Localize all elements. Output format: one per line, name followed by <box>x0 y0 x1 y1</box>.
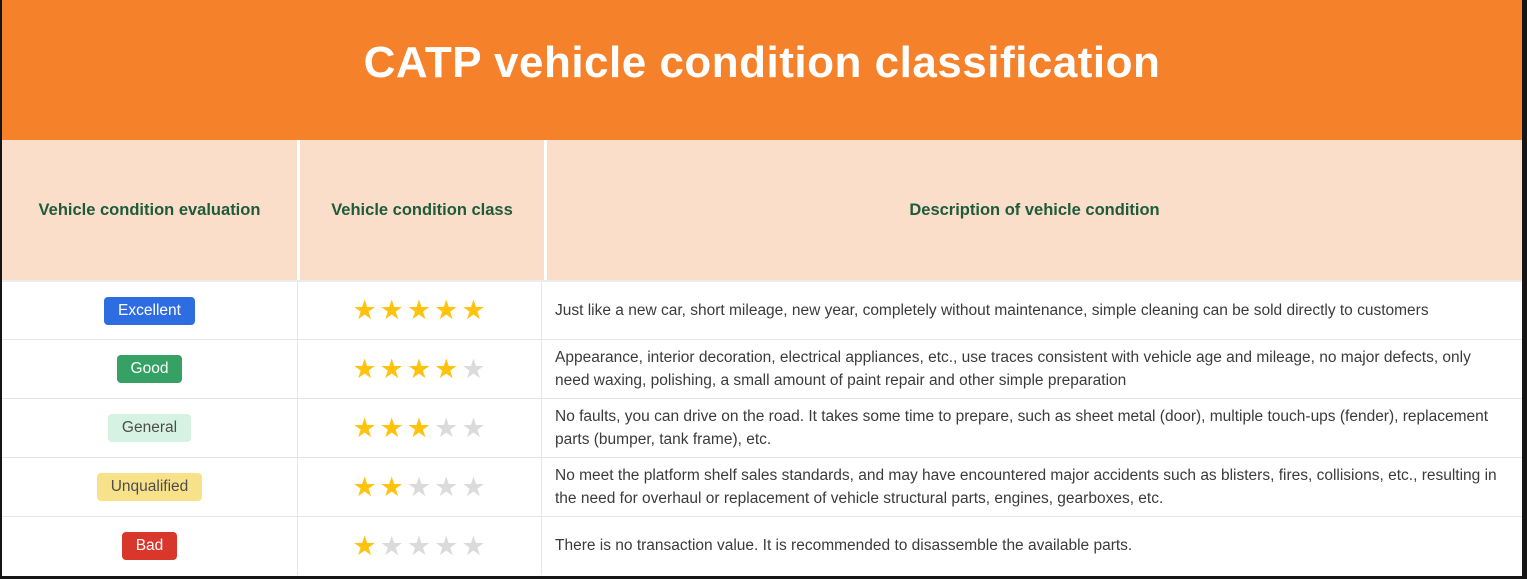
evaluation-badge: Unqualified <box>97 473 203 501</box>
star-icon-empty: ★ <box>406 471 433 502</box>
column-header-description: Description of vehicle condition <box>547 140 1522 280</box>
table-row <box>2 516 1522 575</box>
star-icon-empty: ★ <box>461 353 487 384</box>
class-cell <box>297 340 541 399</box>
evaluation-badge: Bad <box>122 532 178 560</box>
description-text: No meet the platform shelf sales standards, and may have encountered major accidents such as blisters, fires, collisions, etc., resulting in the need for overhaul or replacement of vehicle structural parts, engines, gearboxes, etc. <box>555 467 1497 508</box>
star-icon-filled: ★ <box>434 295 460 325</box>
description-text: There is no transaction value. It is recommended to disassemble the available parts. <box>555 537 1133 555</box>
description-cell <box>541 399 1522 458</box>
star-icon-empty: ★ <box>379 530 405 561</box>
evaluation-badge: General <box>108 414 191 442</box>
star-icon-filled: ★ <box>379 353 405 384</box>
star-icon-filled: ★ <box>461 295 487 325</box>
star-icon-filled: ★ <box>406 353 433 384</box>
star-icon-filled: ★ <box>352 471 378 502</box>
evaluation-badge: Excellent <box>104 297 195 325</box>
page-title: CATP vehicle condition classification <box>363 38 1161 87</box>
table-row <box>2 339 1522 398</box>
star-icon-empty: ★ <box>461 530 487 561</box>
star-icon-filled: ★ <box>352 530 378 561</box>
star-rating <box>351 412 487 443</box>
class-cell <box>297 458 541 517</box>
description-text: No faults, you can drive on the road. It takes some time to prepare, such as sheet metal (door), multiple touch-ups (fender), replacement parts (bumper, tank frame), etc. <box>555 408 1489 449</box>
star-icon-filled: ★ <box>379 412 405 443</box>
star-icon-filled: ★ <box>352 295 378 325</box>
column-header-evaluation: Vehicle condition evaluation <box>2 140 297 280</box>
class-cell <box>297 517 541 575</box>
evaluation-cell <box>2 517 297 575</box>
star-icon-filled: ★ <box>434 353 460 384</box>
evaluation-cell <box>2 340 297 399</box>
star-icon-empty: ★ <box>434 471 460 502</box>
star-icon-filled: ★ <box>406 295 433 325</box>
evaluation-cell <box>2 458 297 517</box>
star-icon-filled: ★ <box>352 412 378 443</box>
evaluation-cell <box>2 399 297 458</box>
class-cell <box>297 282 541 339</box>
star-icon-filled: ★ <box>406 412 433 443</box>
class-cell <box>297 399 541 458</box>
star-icon-empty: ★ <box>434 412 460 443</box>
description-text: Appearance, interior decoration, electrical appliances, etc., use traces consistent with vehicle age and mileage, no major defects, only need waxing, polishing, a small amount of paint repair and other simple preparation <box>555 349 1471 390</box>
star-icon-empty: ★ <box>406 530 433 561</box>
table-row <box>2 457 1522 516</box>
star-icon-filled: ★ <box>352 353 378 384</box>
star-rating <box>351 471 487 502</box>
star-rating <box>351 530 487 561</box>
description-cell <box>541 282 1522 339</box>
table-row <box>2 280 1522 339</box>
star-icon-filled: ★ <box>379 295 405 325</box>
description-cell <box>541 340 1522 399</box>
star-icon-empty: ★ <box>434 530 460 561</box>
table-body <box>2 280 1522 575</box>
description-cell <box>541 458 1522 517</box>
column-header-class: Vehicle condition class <box>300 140 544 280</box>
description-text: Just like a new car, short mileage, new year, completely without maintenance, simple cleaning can be sold directly to customers <box>555 301 1429 319</box>
star-icon-empty: ★ <box>461 412 487 443</box>
star-icon-filled: ★ <box>379 471 405 502</box>
star-rating <box>351 297 487 324</box>
evaluation-cell <box>2 282 297 339</box>
table-header-row <box>2 140 1522 280</box>
star-icon-empty: ★ <box>461 471 487 502</box>
title-banner <box>2 0 1522 140</box>
table-row <box>2 398 1522 457</box>
evaluation-badge: Good <box>117 355 183 383</box>
star-rating <box>351 353 487 384</box>
description-cell <box>541 517 1522 575</box>
